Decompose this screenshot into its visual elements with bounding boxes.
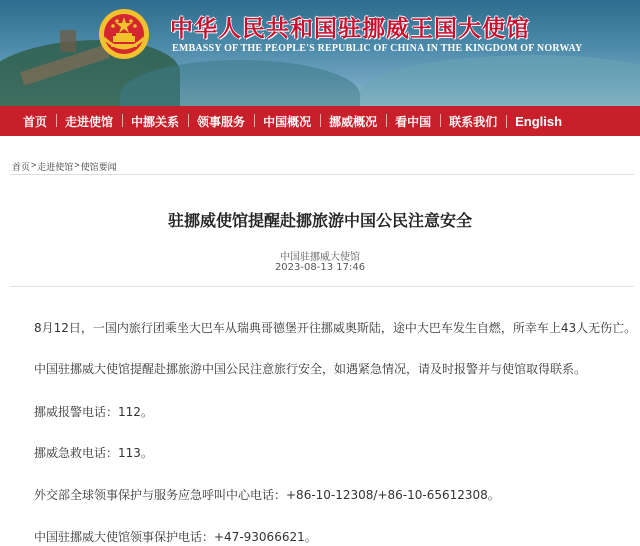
article-paragraph: 中国驻挪威大使馆领事保护电话：+47-93066621。 <box>34 530 317 544</box>
nav-item-english[interactable]: English <box>506 114 571 129</box>
article-paragraph: 8月12日，一国内旅行团乘坐大巴车从瑞典哥德堡开往挪威奥斯陆，途中大巴车发生自燃，所幸车上43人无伤亡。 <box>34 321 637 335</box>
divider <box>10 174 634 175</box>
nav-item-contact-us[interactable]: 联系我们 <box>440 113 506 130</box>
national-emblem-icon[interactable] <box>98 8 150 60</box>
breadcrumb-embassy-news[interactable]: 使馆要闻 <box>80 162 117 172</box>
great-wall-tower-decoration <box>60 30 76 52</box>
article-title: 驻挪威使馆提醒赴挪旅游中国公民注意安全 <box>167 211 472 230</box>
breadcrumb-about-embassy[interactable]: 走进使馆 <box>37 162 74 172</box>
article-paragraph: 挪威报警电话：112。 <box>34 405 153 419</box>
article-paragraph: 外交部全球领事保护与服务应急呼叫中心电话：+86-10-12308/+86-10-65612308。 <box>34 488 500 502</box>
site-title-cn: 中华人民共和国驻挪威王国大使馆 <box>170 15 530 42</box>
breadcrumb-separator: > <box>31 160 37 170</box>
site-title-en: EMBASSY OF THE PEOPLE'S REPUBLIC OF CHINA IN THE KINGDOM OF NORWAY <box>172 43 583 54</box>
divider <box>10 286 634 287</box>
article-paragraph: 挪威急救电话：113。 <box>34 446 153 460</box>
header-banner <box>0 0 640 106</box>
nav-item-about-china[interactable]: 中国概况 <box>254 113 320 130</box>
article-source: 中国驻挪威大使馆 <box>280 252 360 263</box>
nav-item-china-norway-relations[interactable]: 中挪关系 <box>122 113 188 130</box>
banner-mountain <box>360 55 640 106</box>
breadcrumb-home[interactable]: 首页 <box>12 162 31 172</box>
breadcrumb <box>12 160 117 173</box>
nav-item-consular-services[interactable]: 领事服务 <box>188 113 254 130</box>
article-paragraph: 中国驻挪威大使馆提醒赴挪旅游中国公民注意旅行安全，如遇紧急情况，请及时报警并与使馆取得联系。 <box>34 362 587 376</box>
breadcrumb-separator: > <box>74 160 80 170</box>
main-nav <box>0 106 640 136</box>
nav-item-view-china[interactable]: 看中国 <box>386 113 440 130</box>
nav-item-about-embassy[interactable]: 走进使馆 <box>56 113 122 130</box>
nav-item-about-norway[interactable]: 挪威概况 <box>320 113 386 130</box>
article-date: 2023-08-13 17:46 <box>274 262 366 273</box>
nav-item-home[interactable]: 首页 <box>23 114 48 129</box>
